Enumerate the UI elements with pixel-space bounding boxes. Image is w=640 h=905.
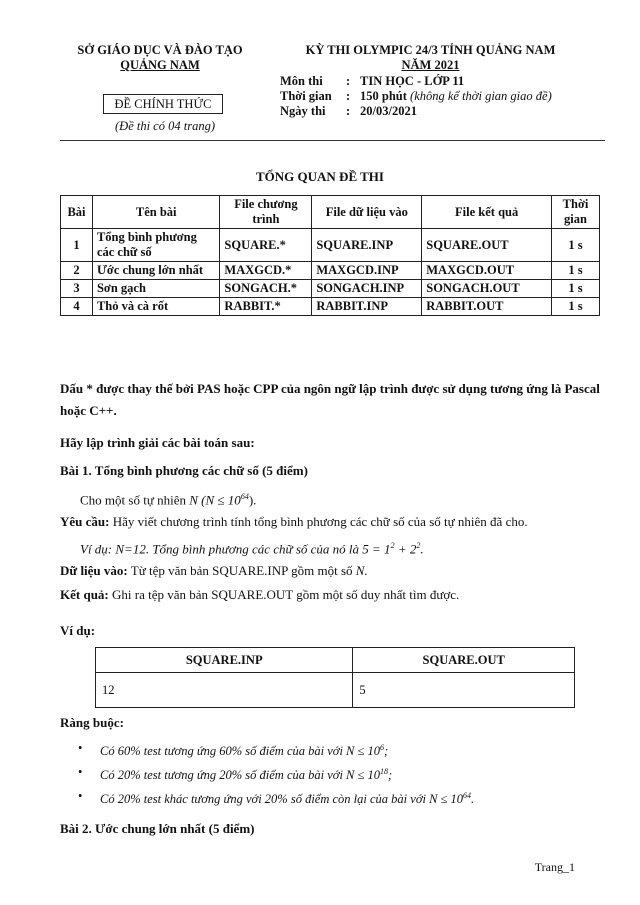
header-cell: File kết quả xyxy=(422,196,552,229)
official-exam-box: ĐỀ CHÍNH THỨC xyxy=(103,94,223,114)
overview-title: TỔNG QUAN ĐỀ THI xyxy=(256,169,384,184)
subject-row xyxy=(280,74,552,89)
date-key: Ngày thi xyxy=(280,104,326,118)
cell: Ước chung lớn nhất xyxy=(92,262,219,280)
time-row xyxy=(280,89,552,104)
table-row xyxy=(61,229,600,262)
organization-name xyxy=(60,43,260,73)
sample-input-header: SQUARE.INP xyxy=(96,648,353,673)
requirement-label: Yêu cầu: xyxy=(60,514,110,529)
statement-end: ). xyxy=(248,492,257,508)
example-exp-2: 2 xyxy=(416,541,421,550)
input-label: Dữ liệu vào: xyxy=(60,563,128,578)
example-exp-1: 2 xyxy=(390,541,395,550)
list-item xyxy=(78,736,598,760)
cell: 1 s xyxy=(552,298,600,316)
input-n: N. xyxy=(355,563,368,578)
header-cell: Thời gian xyxy=(552,196,600,229)
cell: MAXGCD.* xyxy=(220,262,312,280)
problem-1-requirement xyxy=(60,512,600,531)
overview-header-row xyxy=(61,196,600,229)
cell: MAXGCD.OUT xyxy=(422,262,552,280)
overview-table xyxy=(60,195,600,316)
constraint-exp: 64 xyxy=(463,791,472,800)
problem-1-example-text xyxy=(80,536,620,558)
constraint-body: Có 20% test khác tương ứng với 20% số điểm còn lại của bài với N ≤ 10 xyxy=(100,792,464,807)
constraint-end: . xyxy=(471,792,475,807)
problem-2-title: Bài 2. Ước chung lớn nhất (5 điểm) xyxy=(60,821,255,836)
time-note: (không kể thời gian giao đề) xyxy=(410,89,552,103)
header-cell: Bài xyxy=(61,196,93,229)
constraint-exp: 6 xyxy=(380,743,384,752)
exam-title-line-1: KỲ THI OLYMPIC 24/3 TỈNH QUẢNG NAM xyxy=(305,43,556,57)
cell: RABBIT.OUT xyxy=(422,298,552,316)
bullet-icon: • xyxy=(78,789,83,803)
problem-1-statement xyxy=(80,487,620,509)
sample-output-value: 5 xyxy=(353,673,575,708)
table-row xyxy=(61,262,600,280)
header-cell: File chương trình xyxy=(220,196,312,229)
cell: 1 s xyxy=(552,262,600,280)
constraint-end: ; xyxy=(388,768,393,783)
cell: RABBIT.INP xyxy=(312,298,422,316)
cell: SONGACH.* xyxy=(220,280,312,298)
sample-header-row xyxy=(96,648,575,673)
statement-cond: (N ≤ 10 xyxy=(201,492,241,508)
constraint-body: Có 20% test tương ứng 20% số điểm của bài với N ≤ 10 xyxy=(100,768,380,783)
sample-row xyxy=(96,673,575,708)
exam-title-line-2: NĂM 2021 xyxy=(401,58,460,72)
cell: Thỏ và cà rốt xyxy=(92,298,219,316)
problem-1-output xyxy=(60,585,600,604)
cell: 3 xyxy=(61,280,93,298)
subject-value: TIN HỌC - LỚP 11 xyxy=(360,74,465,88)
table-row xyxy=(61,298,600,316)
org-line-1: SỞ GIÁO DỤC VÀ ĐÀO TẠO xyxy=(77,43,243,57)
output-text: Ghi ra tệp văn bản SQUARE.OUT gồm một số duy nhất tìm được. xyxy=(108,587,460,602)
subject-key: Môn thi xyxy=(280,74,323,88)
sample-table xyxy=(95,647,575,708)
problem-1-title: Bài 1. Tổng bình phương các chữ số (5 điểm) xyxy=(60,463,308,478)
pages-note: (Đề thi có 04 trang) xyxy=(115,119,215,133)
instruction: Hãy lập trình giải các bài toán sau: xyxy=(60,435,255,450)
constraint-exp: 18 xyxy=(380,767,388,776)
constraint-text xyxy=(100,784,474,808)
statement-n: N xyxy=(189,492,198,508)
cell: RABBIT.* xyxy=(220,298,312,316)
cell: MAXGCD.INP xyxy=(312,262,422,280)
constraints-label: Ràng buộc: xyxy=(60,715,124,730)
page-number: Trang_1 xyxy=(534,860,575,874)
header-divider xyxy=(60,140,605,141)
example-text: Ví dụ: N=12. Tổng bình phương các chữ số của nó là 5 = 1 xyxy=(80,541,391,557)
cell: Tổng bình phương các chữ số xyxy=(92,229,219,262)
constraint-text xyxy=(100,760,392,784)
statement-text: Cho một số tự nhiên xyxy=(80,492,190,508)
list-item xyxy=(78,760,598,784)
constraint-body: Có 60% test tương ứng 60% số điểm của bài với N ≤ 10 xyxy=(100,744,380,759)
constraints-list xyxy=(78,736,598,808)
constraint-text xyxy=(100,736,388,760)
cell: SONGACH.OUT xyxy=(422,280,552,298)
cell: SQUARE.* xyxy=(220,229,312,262)
exam-title xyxy=(268,43,593,73)
cell: 2 xyxy=(61,262,93,280)
cell: Sơn gạch xyxy=(92,280,219,298)
org-line-2: QUẢNG NAM xyxy=(120,58,200,72)
requirement-text: Hãy viết chương trình tính tổng bình phương các chữ số của số tự nhiên đã cho. xyxy=(109,514,528,529)
input-text: Từ tệp văn bản SQUARE.INP gồm một số xyxy=(127,563,356,578)
cell: 1 s xyxy=(552,280,600,298)
bullet-icon: • xyxy=(78,765,83,779)
cell: SQUARE.INP xyxy=(312,229,422,262)
date-value: 20/03/2021 xyxy=(360,104,417,118)
output-label: Kết quả: xyxy=(60,587,109,602)
cell: SQUARE.OUT xyxy=(422,229,552,262)
time-value: 150 phút xyxy=(360,89,407,103)
example-label: Ví dụ: xyxy=(60,623,96,638)
sample-output-header: SQUARE.OUT xyxy=(353,648,575,673)
problem-1-input xyxy=(60,561,600,580)
star-note: Dấu * được thay thế bởi PAS hoặc CPP của ngôn ngữ lập trình được sử dụng tương ứng là Pascal hoặc C++. xyxy=(60,381,600,418)
header-cell: File dữ liệu vào xyxy=(312,196,422,229)
time-colon: : xyxy=(346,89,351,103)
bullet-icon: • xyxy=(78,741,83,755)
date-row xyxy=(280,104,552,119)
subject-colon: : xyxy=(346,74,351,88)
cell: 4 xyxy=(61,298,93,316)
cell: 1 s xyxy=(552,229,600,262)
list-item xyxy=(78,784,598,808)
table-row xyxy=(61,280,600,298)
statement-exp: 64 xyxy=(240,492,249,501)
time-key: Thời gian xyxy=(280,89,332,103)
example-end: . xyxy=(420,541,424,557)
cell: SONGACH.INP xyxy=(312,280,422,298)
example-mid: + 2 xyxy=(394,541,417,557)
header-cell: Tên bài xyxy=(92,196,219,229)
constraint-end: ; xyxy=(384,744,389,759)
exam-meta xyxy=(280,74,552,119)
cell: 1 xyxy=(61,229,93,262)
date-colon: : xyxy=(346,104,351,118)
sample-input-value: 12 xyxy=(96,673,353,708)
